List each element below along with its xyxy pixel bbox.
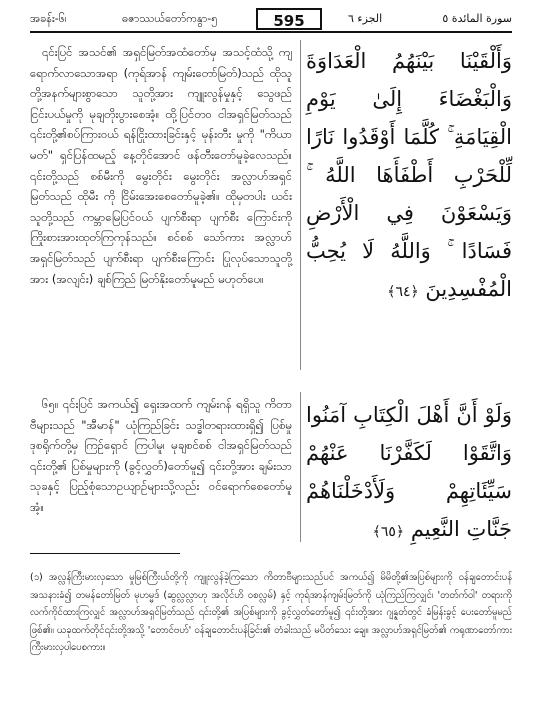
footnote-rule	[30, 553, 180, 554]
footnote: (၁) အလ္လန်ကြီးမားလှသော မှုမြစ်ကြီးယ်တို့ကို ကျူးလွန်ခဲ့ကြသော ကိတာဗီများသည်ပင် အကယ်၍ မိမိတို့၏အပြစ်များကို ဝန်ချတောင်းပန် အသနားခံ၍ တမန်တော်မြတ် မုဟမ္မဒ် (ဆွလ္လလ္လာဟု အလိုင်ဟိ ဝစလ္လမ်) နှင့် ကုရ်အာန်ကျမ်းမြတ်ကို ယုံကြည်ကြလျှင်၊ 'တတ်က်ဝါ' တရားကို လက်ကိုင်ထားကြလျှင် အလ္လာဟ်အရှင်မြတ်သည် ၎င်းတို့၏ အပြစ်များကို ခွင့်လွှတ်တော်မူ၍ ၎င်းတို့အား ဂျန္နတ်တွင် ခံမြန်းခွင့် ပေးတော်မူမည်ဖြစ်၏။ ယခုထက်တိုင်၎င်းတို့အသို့ 'တောင်ဗဟ်' ဝန်ချတောင်းပန်ခြင်း၏ တံခါးသည် မပိတ်သေး ချေ။ အလ္လာဟ်အရှင်မြတ်၏ ကရုဏာတော်ကား ကြီးမားလှပါပေစကား။	[30, 572, 512, 653]
arabic-verse-65	[306, 396, 512, 551]
arabic-text-64: وَأَلْقَيْنَا بَيْنَهُمُ الْعَدَاوَةَ وَالْبَغْضَاءَ إِلَىٰ يَوْمِ الْقِيَامَةِ ۚ كُلَّمَا أَوْقَدُوا نَارًا لِّلْحَرْبِ أَطْفَأَهَا اللَّهُ ۚ وَيَسْعَوْنَ فِي الْأَرْضِ فَسَادًا ۚ وَاللَّهُ لَا يُحِبُّ الْمُفْسِدِينَ	[306, 49, 512, 301]
translation-text-64: ၎င်းပြင် အသင်၏ အရှင်မြတ်အထံတော်မှ အသင့်ထံသို့ ကျရောက်လာသောအရာ (ကုရ်အာန် ကျမ်းတော်မြတ်)သည် ထိုသူတို့အနက်များစွာသော သူတို့အား ကျူးလွန်မှုနှင့် သွေဖည်ငြင်းပယ်မှုကို မုချတိုးပွားစေအံ့။ ထို့ပြင်တဝ ငါအရှင်မြတ်သည် ၎င်းတို့၏စပ်ကြားဝယ် ရန်ငြိုးထားခြင်းနှင့် မုန်းတီး မှုကို "ကိယာမတ်" ရှင်ပြန်ထမည့် နေ့တိုင်အောင် ဖန်တီးတော်မူခဲ့လေသည်။ ၎င်းတို့သည် စစ်မီးကို မွေးတိုင်း မွေးတိုင်း အလ္လာဟ်အရှင်မြတ်သည် ထိုမီး ကို ငြိမ်းအေးစေတော်မူခဲ့၏။ ထိုမှတပါး ယင်း သူတို့သည် ကမ္ဘာမြေပြင်ဝယ် ပျက်စီးရာ ပျက်စီး ကြောင်းကို ကြိုးစားအားထုတ်ကြကုန်သည်။ စင်စစ် သော်ကား အလ္လာဟ်အရှင်မြတ်သည် ပျက်စီးရာ ပျက်စီးကြောင်း ပြုလုပ်သောသူတို့အား (အလျင်း) ချစ်ကြည် မြတ်နိုးတော်မူမည် မဟုတ်ပေ။	[30, 45, 292, 286]
chapter-label: အခန်း-၆၊	[30, 12, 67, 25]
juz-label: الجزء ٦	[348, 12, 383, 25]
translation-text-65: ၆၅။ ၎င်းပြင် အကယ်၍ ရှေးအထက် ကျမ်းဂန် ရရှိသူ ကိတာဗီများသည် "အီမာန်" ယုံကြည်ခြင်း သဒ္ဓါတရားထားရှိ၍ ပြစ်မှုဒုစရိုက်တို့မှ ကြဉ်ရှောင် ကြပါမူ၊ မုချစင်စစ် ငါအရှင်မြတ်သည် ၎င်းတို့၏ ပြစ်မှုများကို (ခွင့်လွှတ်)တော်မူ၍ ၎င်းတို့အား ချမ်းသာသုခနှင့် ပြည့်စုံသောဥယျာဉ်များသို့လည်း ဝင်ရောက်စေတော်မူအံ့။	[30, 397, 292, 514]
translation-paragraph-2	[30, 394, 292, 518]
surah-label: سورة المائدة ٥	[442, 12, 512, 25]
column-divider	[300, 392, 301, 542]
book-title: ဓဇာဿယ်တော်ကနွာ-၅	[122, 12, 218, 25]
arabic-verse-64	[306, 42, 512, 311]
page-header	[30, 8, 512, 32]
ayah-marker-65: ﴿٦٥﴾	[372, 524, 405, 540]
arabic-text-65: وَلَوْ أَنَّ أَهْلَ الْكِتَابِ آمَنُوا وَاتَّقَوْا لَكَفَّرْنَا عَنْهُمْ سَيِّئَاتِهِمْ وَلَأَدْخَلْنَاهُمْ جَنَّاتِ النَّعِيمِ	[306, 403, 512, 541]
ayah-marker-64: ﴿٦٤﴾	[387, 284, 419, 300]
page-number: 595	[256, 8, 322, 30]
column-divider	[300, 40, 301, 370]
translation-paragraph-1	[30, 42, 292, 289]
header-rule	[30, 31, 512, 33]
